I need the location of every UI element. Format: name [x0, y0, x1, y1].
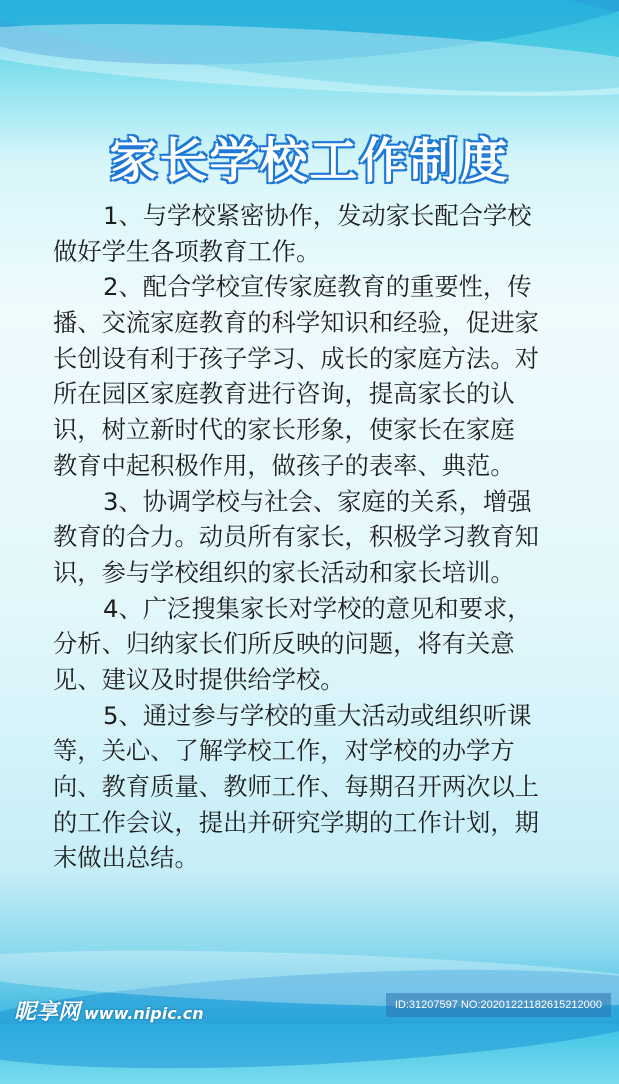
rule-line: 教育中起积极作用，做孩子的表率、典范。 [53, 450, 515, 480]
rule-line: 识，树立新时代的家长形象，使家长在家庭 [53, 415, 515, 445]
rule-line: 3、协调学校与社会、家庭的关系，增强 [103, 486, 532, 516]
rule-line: 末做出总结。 [53, 843, 199, 873]
rule-line: 播、交流家庭教育的科学知识和经验，促进家 [53, 308, 539, 338]
rule-line: 1、与学校紧密协作，发动家长配合学校 [103, 201, 532, 230]
rule-line: 向、教育质量、教师工作、每期召开两次以上 [53, 772, 539, 801]
rule-line: 教育的合力。动员所有家长，积极学习教育知 [53, 522, 539, 552]
rule-line: 长创设有利于孩子学习、成长的家庭方法。对 [53, 343, 539, 373]
rule-paragraph [53, 198, 573, 269]
watermark-url: www.nipic.cn [84, 1004, 204, 1023]
rule-line: 见、建议及时提供给学校。 [53, 664, 345, 694]
poster-title: 家长学校工作制度 [109, 133, 510, 189]
watermark-logo-text: 昵享网 [14, 1000, 81, 1025]
rule-line: 做好学生各项教育工作。 [53, 236, 321, 266]
rule-line: 2、配合学校宣传家庭教育的重要性，传 [103, 272, 532, 302]
rule-line: 等，关心、了解学校工作，对学校的办学方 [53, 736, 515, 766]
rule-line: 的工作会议，提出并研究学期的工作计划，期 [53, 807, 539, 837]
rule-line: 所在园区家庭教育进行咨询，提高家长的认 [53, 379, 515, 409]
watermark-id: ID:31207597 NO:20201221182615212000 [386, 993, 611, 1017]
rule-paragraph [53, 484, 573, 591]
rule-line: 识，参与学校组织的家长活动和家长培训。 [53, 557, 515, 587]
rule-line: 5、通过参与学校的重大活动或组织听课 [103, 700, 532, 730]
watermark-logo [14, 995, 204, 1026]
rule-line: 分析、归纳家长们所反映的问题，将有关意 [53, 629, 515, 659]
rule-line: 4、广泛搜集家长对学校的意见和要求， [103, 593, 532, 623]
rules-body [53, 198, 573, 876]
rule-paragraph [53, 269, 573, 483]
rule-paragraph [53, 591, 573, 698]
rule-paragraph [53, 698, 573, 876]
